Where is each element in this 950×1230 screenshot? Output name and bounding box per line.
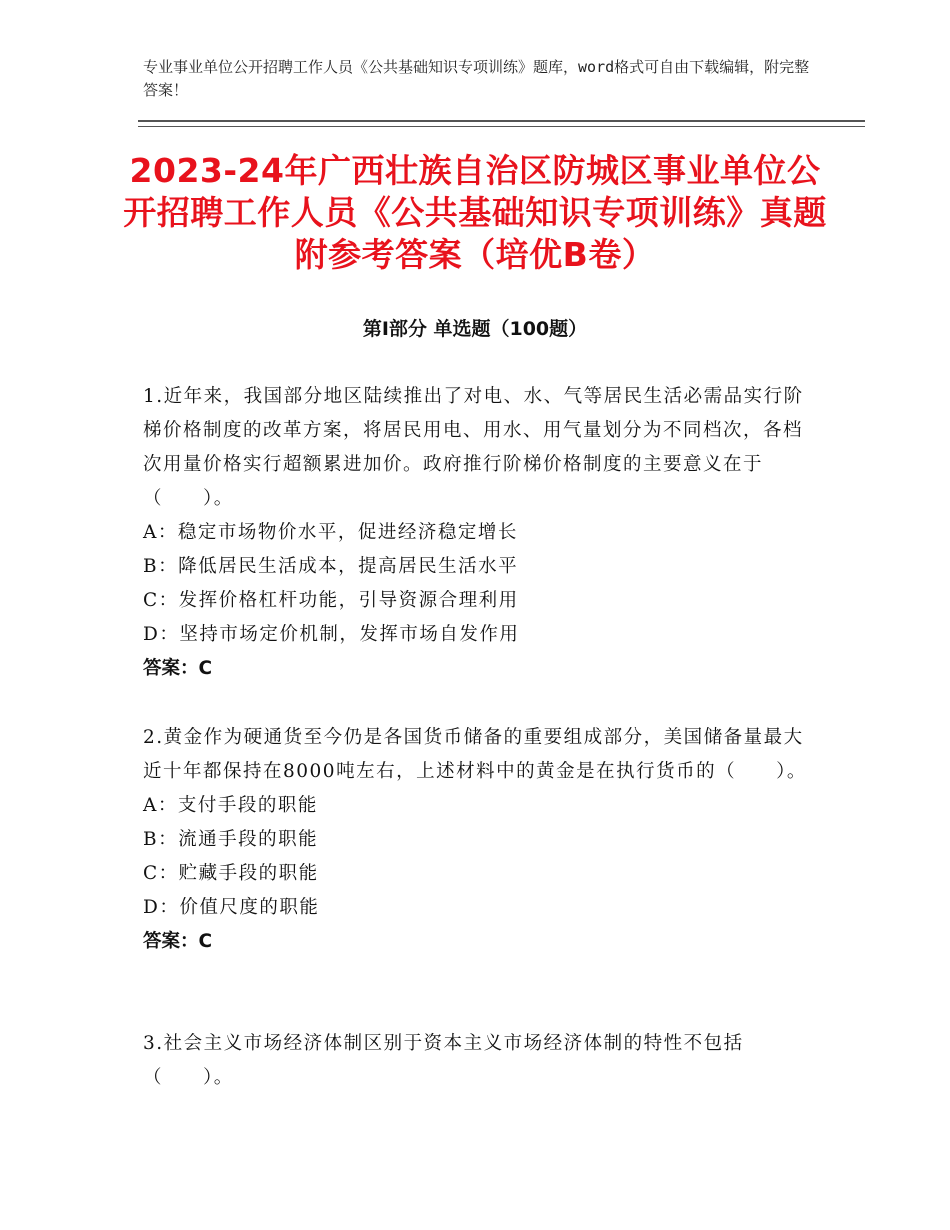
option-c: C：贮藏手段的职能: [143, 863, 319, 884]
question-stem: 1.近年来，我国部分地区陆续推出了对电、水、气等居民生活必需品实行阶梯价格制度的改革方案，将居民用电、用水、用气量划分为不同档次，各档次用量价格实行超额累进加价。政府推行阶梯价格制度的主要意义在于（ ）。: [143, 386, 804, 509]
answer: 答案：C: [143, 931, 213, 952]
option-a: A：稳定市场物价水平，促进经济稳定增长: [143, 522, 518, 543]
question-3: [143, 1027, 808, 1095]
option-b: B：流通手段的职能: [143, 829, 319, 850]
header-divider-thick: [138, 120, 865, 122]
option-b: B：降低居民生活成本，提高居民生活水平: [143, 556, 519, 577]
document-title: 2023-24年广西壮族自治区防城区事业单位公开招聘工作人员《公共基础知识专项训练》真题附参考答案（培优B卷）: [123, 151, 827, 274]
option-c: C：发挥价格杠杆功能，引导资源合理利用: [143, 590, 519, 611]
header-divider-thin: [138, 126, 865, 127]
question-stem: 3.社会主义市场经济体制区别于资本主义市场经济体制的特性不包括（ ）。: [143, 1033, 744, 1088]
answer: 答案：C: [143, 658, 213, 679]
question-1: [143, 380, 808, 686]
question-stem: 2.黄金作为硬通货至今仍是各国货币储备的重要组成部分，美国储备量最大近十年都保持在8000吨左右，上述材料中的黄金是在执行货币的（ ）。: [143, 727, 807, 782]
question-2: [143, 721, 808, 959]
option-d: D：价值尺度的职能: [143, 897, 320, 918]
section-title: 第Ⅰ部分 单选题（100题）: [362, 318, 588, 340]
header-note: 专业事业单位公开招聘工作人员《公共基础知识专项训练》题库，word格式可自由下载编辑，附完整答案！: [143, 58, 810, 99]
option-a: A：支付手段的职能: [143, 795, 318, 816]
option-d: D：坚持市场定价机制，发挥市场自发作用: [143, 624, 520, 645]
